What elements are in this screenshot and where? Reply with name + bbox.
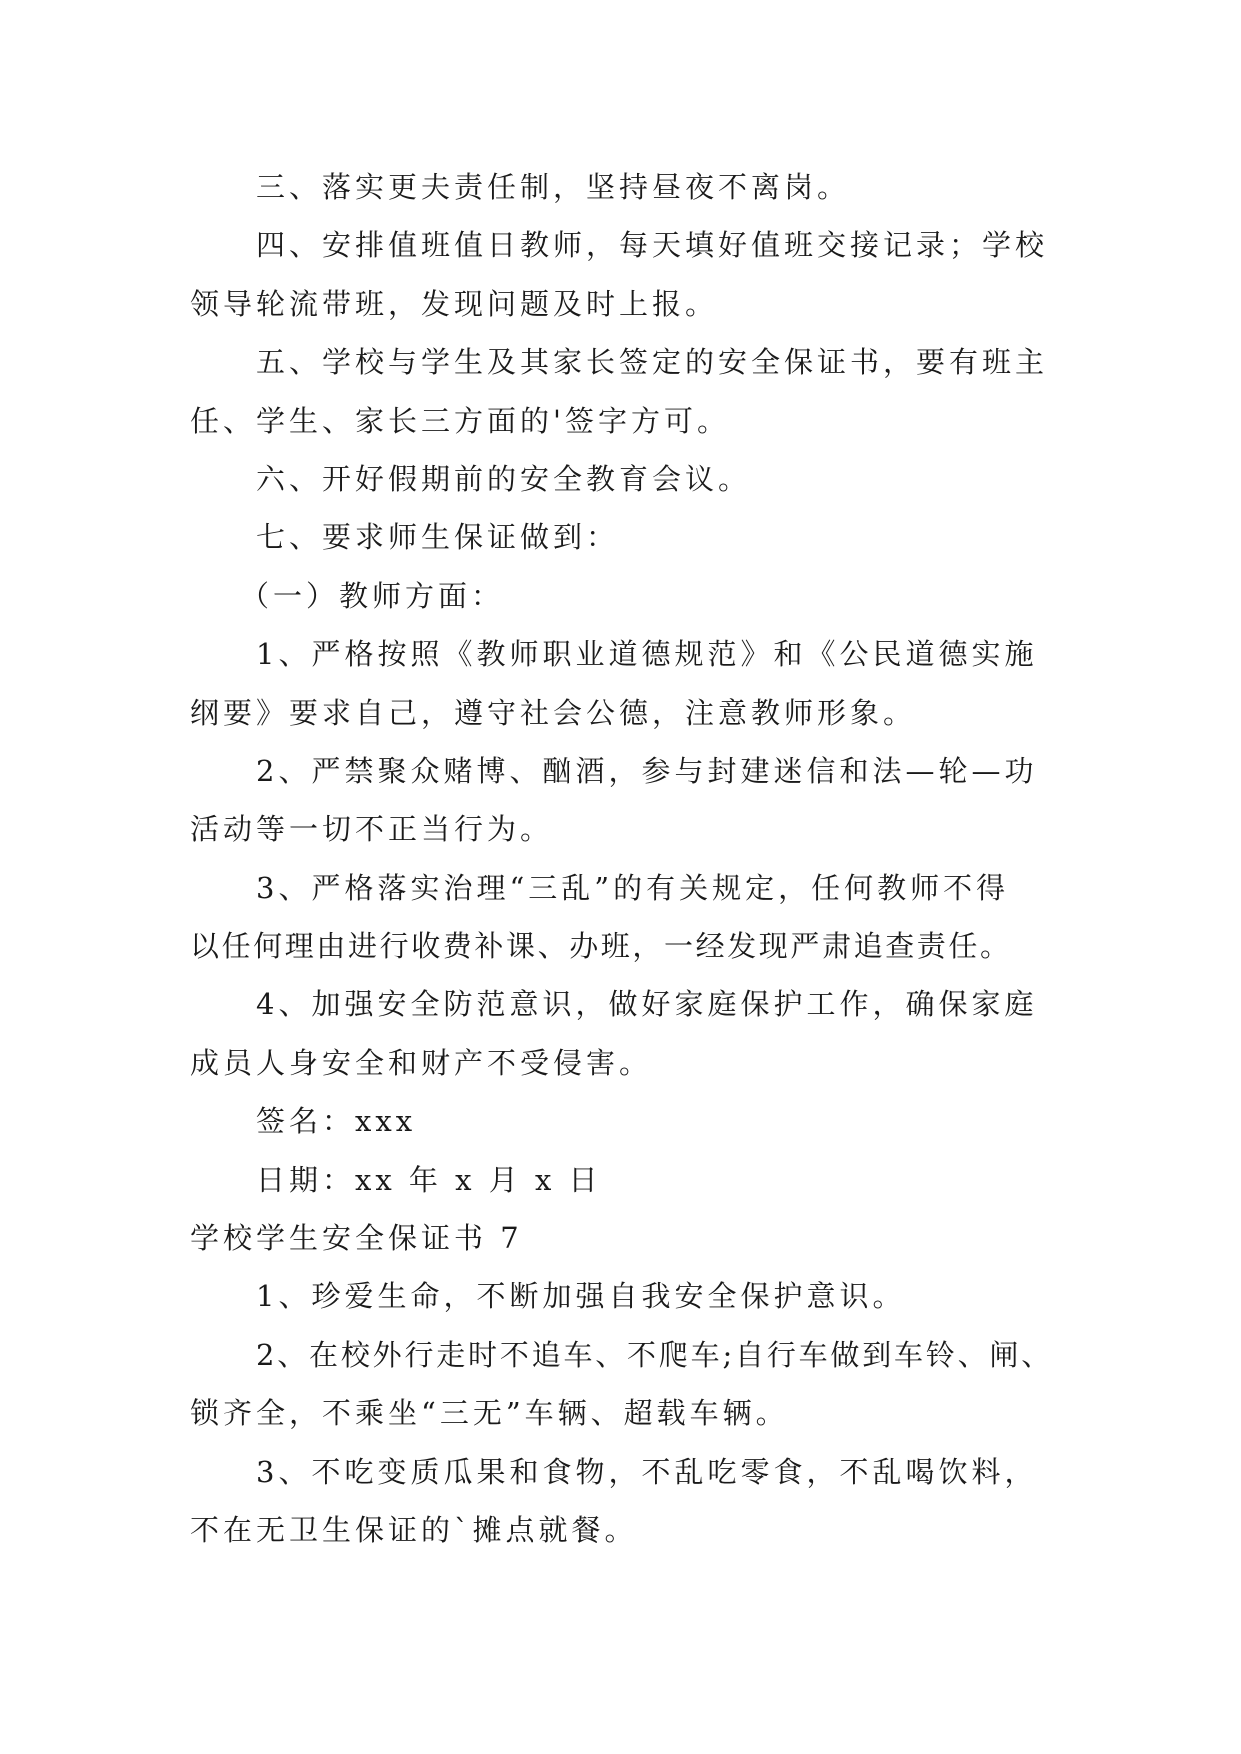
section-heading: （一）教师方面： bbox=[240, 578, 505, 613]
text-line: 七、要求师生保证做到： bbox=[256, 520, 620, 555]
text-line: 4、加强安全防范意识，做好家庭保护工作，确保家庭 bbox=[256, 987, 1038, 1022]
text-line: 五、学校与学生及其家长签定的安全保证书，要有班主 bbox=[256, 345, 1049, 380]
signature-line: 签名：xxx bbox=[256, 1104, 417, 1139]
text-line: 1、严格按照《教师职业道德规范》和《公民道德实施 bbox=[256, 637, 1038, 672]
text-line: 成员人身安全和财产不受侵害。 bbox=[190, 1045, 653, 1080]
text-line: 四、安排值班值日教师，每天填好值班交接记录；学校 bbox=[256, 228, 1049, 263]
text-line: 领导轮流带班，发现问题及时上报。 bbox=[190, 286, 719, 321]
text-line: 三、落实更夫责任制，坚持昼夜不离岗。 bbox=[256, 170, 851, 204]
text-line: 六、开好假期前的安全教育会议。 bbox=[256, 461, 752, 496]
text-line: 1、珍爱生命，不断加强自我安全保护意识。 bbox=[256, 1279, 906, 1314]
text-line: 2、在校外行走时不追车、不爬车;自行车做到车铃、闸、 bbox=[256, 1337, 1054, 1372]
document-title: 学校学生安全保证书 7 bbox=[190, 1221, 523, 1256]
document-body bbox=[190, 158, 1060, 1559]
text-line: 锁齐全，不乘坐“三无”车辆、超载车辆。 bbox=[190, 1396, 789, 1431]
text-line: 不在无卫生保证的`摊点就餐。 bbox=[190, 1512, 638, 1547]
text-line: 任、学生、家长三方面的'签字方可。 bbox=[190, 403, 730, 438]
text-line: 纲要》要求自己，遵守社会公德，注意教师形象。 bbox=[190, 695, 917, 730]
text-line: 3、不吃变质瓜果和食物，不乱吃零食，不乱喝饮料， bbox=[256, 1454, 1038, 1489]
text-line: 活动等一切不正当行为。 bbox=[190, 812, 554, 847]
date-line: 日期：xx 年 x 月 x 日 bbox=[256, 1162, 602, 1197]
text-line: 以任何理由进行收费补课、办班，一经发现严肃追查责任。 bbox=[190, 929, 1012, 964]
text-line: 3、严格落实治理“三乱”的有关规定，任何教师不得 bbox=[256, 870, 1010, 905]
text-line: 2、严禁聚众赌博、酗酒，参与封建迷信和法—轮—功 bbox=[256, 753, 1038, 788]
